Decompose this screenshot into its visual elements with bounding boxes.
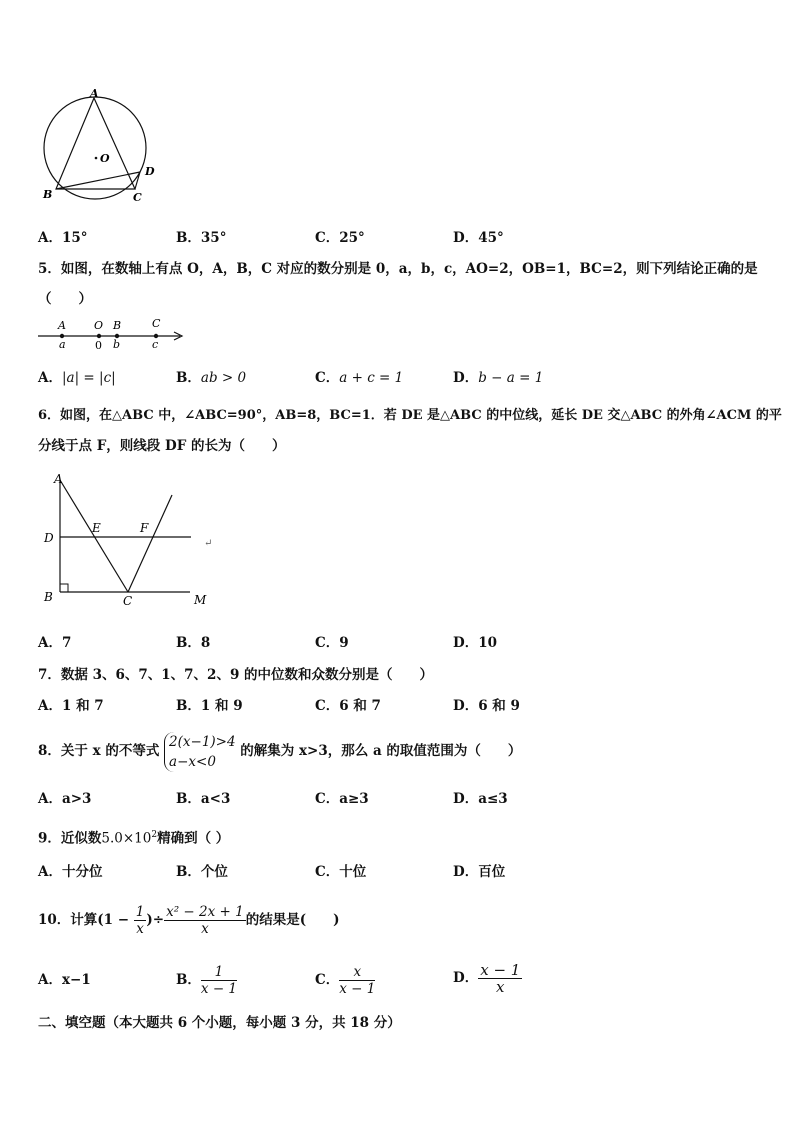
q4-circle-figure	[30, 88, 170, 210]
q10-option-d-denominator: x	[496, 978, 505, 996]
q6-label-D: D	[44, 531, 54, 545]
q5-label-zero: 0	[95, 339, 102, 352]
q10-option-a[interactable]: A．x−1	[38, 972, 91, 988]
q7-option-a[interactable]: A．1 和 7	[38, 698, 104, 714]
q6-question-line2: 分线于点 F，则线段 DF 的长为（ ）	[38, 438, 286, 454]
q5-label-O: O	[94, 319, 104, 332]
q10-question	[38, 900, 339, 940]
q9-question	[38, 826, 229, 848]
q7-option-d[interactable]: D．6 和 9	[453, 698, 520, 714]
q10-fraction-1-denominator: x	[136, 921, 144, 937]
q10-option-b-fraction	[201, 964, 237, 997]
q6-return-mark: ↵	[204, 538, 213, 549]
q5-option-b-prefix: B．	[176, 370, 201, 386]
q5-option-a-math: |a| = |c|	[61, 370, 116, 386]
q6-option-c[interactable]: C．9	[315, 635, 349, 651]
q6-label-A: A	[54, 472, 63, 486]
q5-label-c: c	[152, 338, 159, 351]
q7-option-c[interactable]: C．6 和 7	[315, 698, 381, 714]
q5-option-d[interactable]	[453, 369, 543, 387]
q5-option-b[interactable]	[176, 369, 246, 387]
q5-option-b-math: ab > 0	[200, 370, 247, 386]
q10-suffix: 的结果是( )	[245, 912, 340, 928]
q10-option-b[interactable]	[176, 960, 237, 1000]
q5-option-c[interactable]	[315, 369, 403, 387]
q10-prefix: 10．计算(1 −	[38, 912, 130, 928]
q4-option-c[interactable]: C．25°	[315, 230, 365, 246]
q8-prefix: 8．关于 x 的不等式	[38, 743, 160, 759]
q8-suffix: 的解集为 x>3，那么 a 的取值范围为（ ）	[240, 743, 522, 759]
q7-option-b[interactable]: B．1 和 9	[176, 698, 243, 714]
q10-fraction-2-denominator: x	[201, 921, 209, 937]
q10-option-c-denominator: x − 1	[339, 981, 376, 997]
q10-option-c-prefix: C．	[315, 972, 340, 988]
section-2-heading: 二、填空题（本大题共 6 个小题，每小题 3 分，共 18 分）	[38, 1015, 401, 1031]
q5-option-a[interactable]	[38, 369, 116, 387]
q6-label-F: F	[140, 521, 149, 535]
q4-label-D: D	[145, 165, 155, 178]
q7-question: 7．数据 3、6、7、1、7、2、9 的中位数和众数分别是（ ）	[38, 667, 434, 683]
q8-option-d[interactable]: D．a≤3	[453, 791, 508, 807]
q5-option-d-math: b − a = 1	[478, 370, 544, 386]
q6-option-a[interactable]: A．7	[38, 635, 72, 651]
q10-option-d-fraction	[478, 962, 522, 995]
q4-label-B: B	[43, 188, 53, 201]
q5-option-d-prefix: D．	[453, 370, 479, 386]
q6-option-d[interactable]: D．10	[453, 635, 497, 651]
q6-triangle-figure	[36, 470, 220, 612]
q4-option-d[interactable]: D．45°	[453, 230, 504, 246]
q6-label-C: C	[123, 594, 133, 608]
q4-option-b[interactable]: B．35°	[176, 230, 227, 246]
q9-option-d[interactable]: D．百位	[453, 864, 506, 880]
q5-number-line-figure	[36, 316, 188, 352]
q6-label-E: E	[92, 521, 101, 535]
q6-label-M: M	[194, 593, 207, 607]
q8-option-b[interactable]: B．a<3	[176, 791, 231, 807]
q9-option-c[interactable]: C．十位	[315, 864, 367, 880]
q5-question-line1: 5．如图，在数轴上有点 O，A，B，C 对应的数分别是 0，a，b，c，AO=2，OB=1，BC=2，则下列结论正确的是	[38, 261, 758, 277]
q8-inequality-system	[164, 732, 236, 772]
q10-mid: )÷	[146, 912, 165, 928]
q6-label-B: B	[44, 590, 53, 604]
q8-inequality-1: 2(x−1)>4	[169, 733, 236, 750]
q10-fraction-1-numerator: 1	[135, 904, 145, 920]
q10-fraction-2	[164, 904, 246, 937]
q9-option-b[interactable]: B．个位	[176, 864, 228, 880]
q4-label-O: O	[100, 152, 110, 165]
q5-label-a: a	[59, 338, 66, 351]
q9-option-a[interactable]: A．十分位	[38, 864, 103, 880]
q5-option-c-prefix: C．	[315, 370, 340, 386]
q9-exponent: 2	[151, 830, 158, 840]
q10-option-b-prefix: B．	[176, 972, 201, 988]
q5-label-B: B	[113, 319, 122, 332]
q10-fraction-2-numerator: x² − 2x + 1	[166, 904, 244, 920]
q4-label-C: C	[133, 191, 142, 204]
q10-option-b-numerator: 1	[201, 964, 237, 981]
q10-option-d-numerator: x − 1	[480, 961, 521, 979]
q10-option-c-fraction	[339, 964, 375, 997]
q5-label-A: A	[58, 319, 66, 332]
q5-option-a-prefix: A．	[38, 370, 62, 386]
q9-math: 5.0×10	[101, 830, 152, 847]
q8-inequality-2: a−x<0	[169, 753, 216, 770]
q9-prefix: 9．近似数	[38, 830, 102, 847]
q5-question-line2: （ ）	[38, 291, 92, 307]
q6-question-line1: 6．如图，在△ABC 中，∠ABC=90°，AB=8，BC=1．若 DE 是△ABC 的中位线，延长 DE 交△ABC 的外角∠ACM 的平	[38, 408, 782, 423]
q5-label-C: C	[152, 317, 161, 330]
q10-fraction-1	[134, 904, 147, 937]
q8-option-c[interactable]: C．a≥3	[315, 791, 369, 807]
q10-option-b-denominator: x − 1	[200, 981, 238, 997]
q10-option-c[interactable]	[315, 960, 375, 1000]
q6-option-b[interactable]: B．8	[176, 635, 211, 651]
q9-suffix: 精确到（ ）	[157, 830, 230, 847]
q4-option-a[interactable]: A．15°	[38, 230, 88, 246]
q5-label-b: b	[113, 338, 121, 351]
q10-option-c-numerator: x	[339, 964, 375, 981]
q8-question	[38, 728, 521, 774]
q5-option-c-math: a + c = 1	[339, 370, 404, 386]
q10-option-d-prefix: D．	[453, 970, 479, 986]
q4-label-A: A	[90, 88, 99, 100]
q10-option-d[interactable]	[453, 958, 522, 998]
q8-option-a[interactable]: A．a>3	[38, 791, 92, 807]
